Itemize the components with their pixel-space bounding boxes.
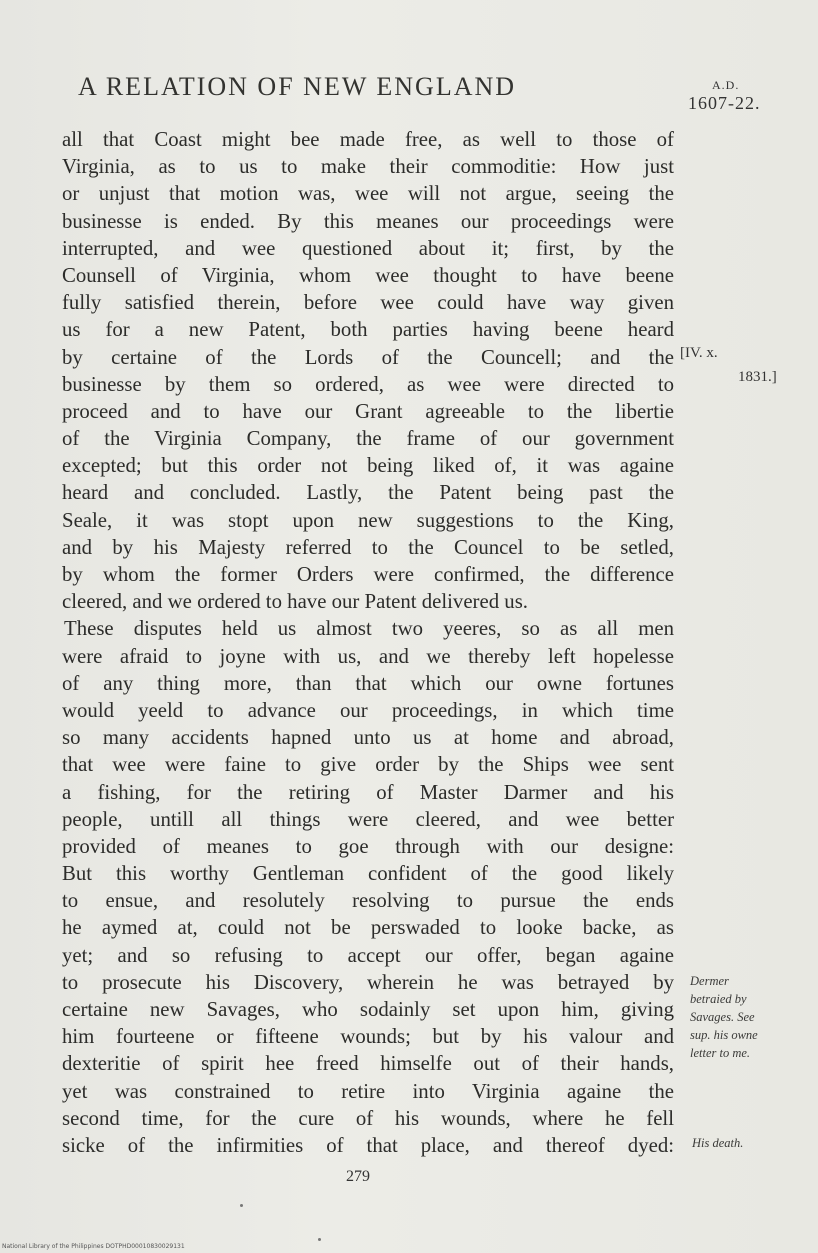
paper-speck bbox=[240, 1204, 243, 1207]
date-ad-label: A.D. bbox=[712, 78, 740, 92]
text-line: sicke of the infirmities of that place, and thereof dyed: bbox=[62, 1133, 674, 1157]
text-line: certaine new Savages, who sodainly set upon him, giving bbox=[62, 998, 674, 1021]
margin-note-line: letter to me. bbox=[690, 1046, 751, 1060]
text-line: by whom the former Orders were confirmed, the difference bbox=[62, 563, 674, 586]
text-line: second time, for the cure of his wounds, where he fell bbox=[62, 1106, 674, 1130]
page-number: 279 bbox=[346, 1168, 370, 1185]
text-line: dexteritie of spirit hee freed himselfe out of their hands, bbox=[62, 1052, 674, 1076]
text-line: interrupted, and wee questioned about it; first, by the bbox=[62, 236, 674, 260]
margin-note-line: betraied by bbox=[690, 992, 747, 1006]
text-line: Counsell of Virginia, whom wee thought to have beene bbox=[62, 263, 674, 287]
text-line: that wee were faine to give order by the Ships wee sent bbox=[62, 753, 674, 777]
text-line: to ensue, and resolutely resolving to pursue the ends bbox=[62, 889, 674, 913]
margin-note-death: His death. bbox=[692, 1136, 744, 1150]
text-line: and by his Majesty referred to the Councel to be setled, bbox=[62, 535, 674, 559]
text-line: by certaine of the Lords of the Councell; and the bbox=[62, 345, 674, 369]
margin-note-line: sup. his owne bbox=[690, 1028, 758, 1042]
text-line: of the Virginia Company, the frame of our government bbox=[62, 427, 674, 451]
text-line: Seale, it was stopt upon new suggestions to the King, bbox=[62, 508, 674, 532]
body-text bbox=[62, 126, 674, 1159]
text-line: all that Coast might bee made free, as well to those of bbox=[62, 128, 674, 151]
scan-footer: National Library of the Philippines DOTPHD00010830029131 bbox=[2, 1243, 185, 1250]
text-line: were afraid to joyne with us, and we thereby left hopelesse bbox=[62, 644, 674, 668]
text-line: provided of meanes to goe through with our designe: bbox=[62, 834, 674, 858]
text-line: people, untill all things were cleered, and wee better bbox=[62, 807, 674, 831]
text-line: businesse by them so ordered, as wee were directed to bbox=[62, 372, 674, 396]
margin-note bbox=[690, 972, 800, 1062]
text-line: us for a new Patent, both parties having beene heard bbox=[62, 318, 674, 342]
text-line: businesse is ended. By this meanes our proceedings were bbox=[62, 209, 674, 233]
text-line: yet was constrained to retire into Virginia againe the bbox=[62, 1079, 674, 1103]
text-line: so many accidents hapned unto us at home and abroad, bbox=[62, 726, 674, 750]
text-line: But this worthy Gentleman confident of the good likely bbox=[62, 862, 674, 886]
margin-reference-number: 1831.] bbox=[738, 369, 777, 385]
text-line: of any thing more, than that which our owne fortunes bbox=[62, 671, 674, 695]
text-line: he aymed at, could not be perswaded to looke backe, as bbox=[62, 916, 674, 940]
text-line: him fourteene or fifteene wounds; but by his valour and bbox=[62, 1025, 674, 1049]
text-line: to prosecute his Discovery, wherein he was betrayed by bbox=[62, 970, 674, 994]
paper-speck bbox=[318, 1238, 321, 1241]
text-line: fully satisfied therein, before wee could have way given bbox=[62, 291, 674, 315]
margin-note-line: Dermer bbox=[690, 974, 729, 988]
text-line: a fishing, for the retiring of Master Darmer and his bbox=[62, 780, 674, 804]
text-line: heard and concluded. Lastly, the Patent being past the bbox=[62, 481, 674, 505]
text-line: proceed and to have our Grant agreeable to the libertie bbox=[62, 399, 674, 423]
text-line: would yeeld to advance our proceedings, in which time bbox=[62, 698, 674, 722]
date-range: 1607-22. bbox=[688, 93, 761, 113]
text-line: excepted; but this order not being liked of, it was againe bbox=[62, 454, 674, 478]
text-line: These disputes held us almost two yeeres, so as all men bbox=[64, 617, 674, 641]
text-line: yet; and so refusing to accept our offer, began againe bbox=[62, 943, 674, 967]
text-line: Virginia, as to us to make their commoditie: How just bbox=[62, 155, 674, 179]
text-line: or unjust that motion was, wee will not argue, seeing the bbox=[62, 182, 674, 206]
running-title: A RELATION OF NEW ENGLAND bbox=[78, 72, 517, 101]
margin-note-line: Savages. See bbox=[690, 1010, 755, 1024]
text-line: cleered, and we ordered to have our Patent delivered us. bbox=[62, 590, 529, 614]
margin-reference: [IV. x. bbox=[680, 345, 718, 361]
